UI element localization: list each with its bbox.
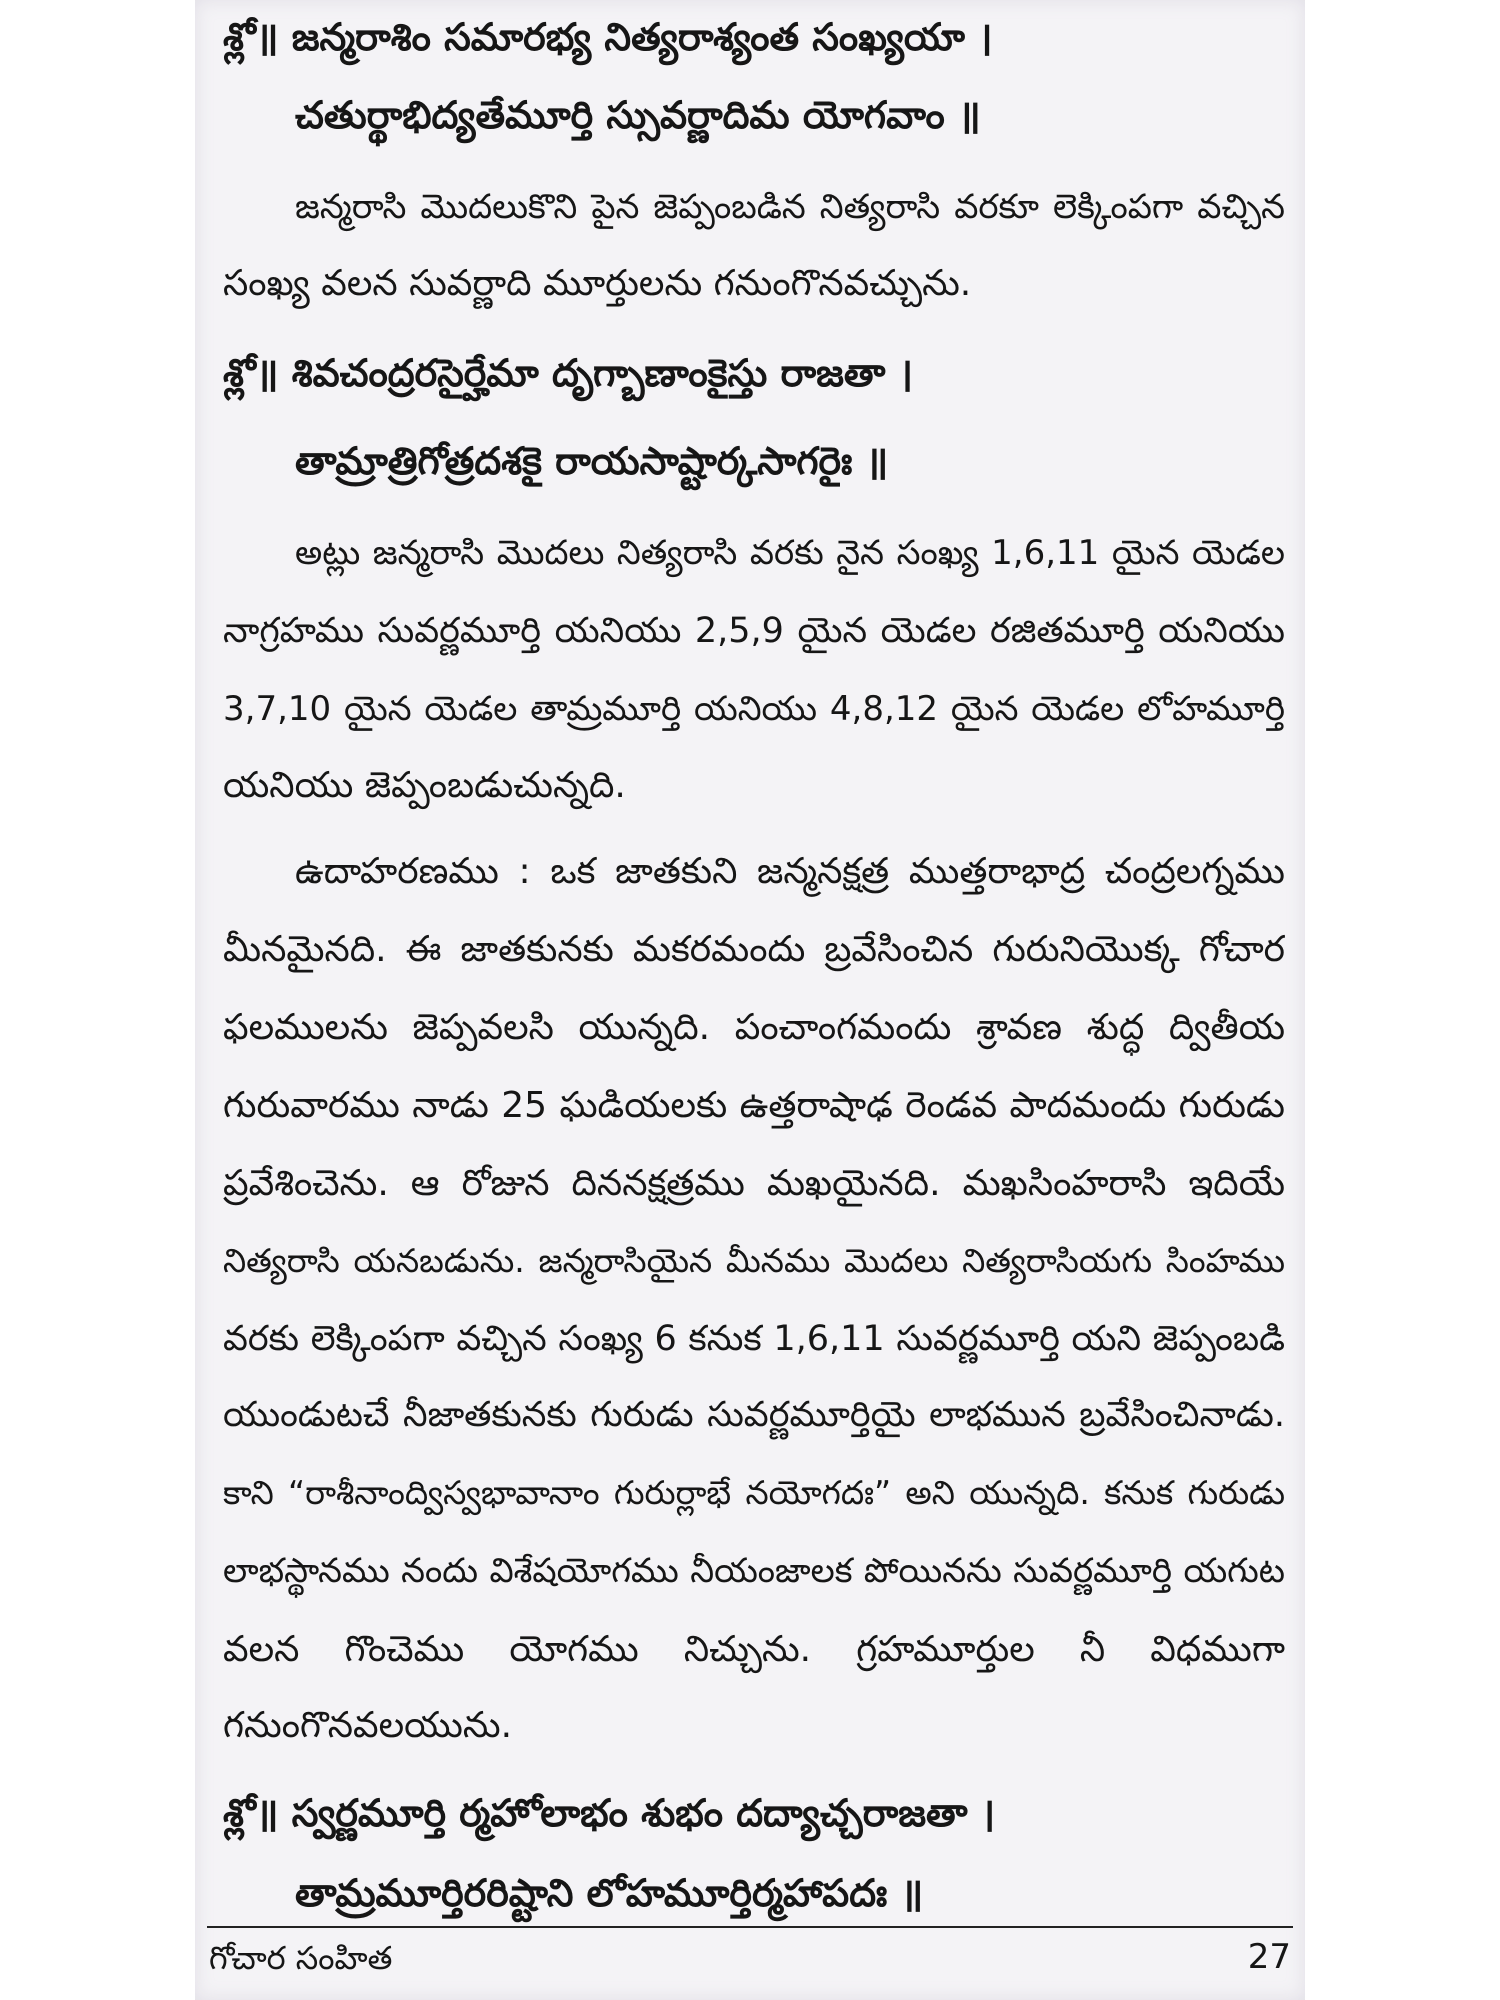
running-footer-title: గోచార సంహిత [209,1939,393,1977]
paragraph-3-line-4: గురువారము నాడు 25 ఘడియలకు ఉత్తరాషాఢ రెండవ పాదమందు గురుడు [223,1085,1285,1126]
verse-2-line-2: తామ్రాత్రిగోత్రదశకై రాయసాష్టార్కసాగరైః ॥ [295,439,889,483]
paragraph-2-line-1: అట్లు జన్మరాసి మొదలు నిత్యరాసి వరకు నైన సంఖ్య 1,6,11 యైన యెడల [295,533,1285,573]
paragraph-3-line-6: నిత్యరాసి యనబడును. జన్మరాసియైన మీనము మొదలు నిత్యరాసియగు సింహము [223,1241,1285,1280]
paragraph-2-line-3: 3,7,10 యైన యెడల తామ్రమూర్తి యనియు 4,8,12 యైన యెడల లోహమూర్తి [223,689,1285,729]
paragraph-3-line-1: ఉదాహరణము : ఒక జాతకుని జన్మనక్షత్ర ముత్తరాభాద్ర చంద్రలగ్నము [295,851,1285,892]
paragraph-3-line-3: ఫలములను జెప్పవలసి యున్నది. పంచాంగమందు శ్రావణ శుద్ధ ద్వితీయ [223,1007,1285,1048]
paragraph-2-line-2: నాగ్రహము సువర్ణమూర్తి యనియు 2,5,9 యైన యెడల రజితమూర్తి యనియు [223,611,1285,651]
verse-3-line-2: తామ్రమూర్తిరరిష్టాని లోహమూర్తిర్మహాపదః ॥ [295,1871,924,1915]
verse-2-line-1: శ్లో॥ శివచంద్రరసైర్హేమా దృగ్బాణాంకైస్తు రాజతా । [223,351,914,395]
book-page [195,0,1305,2000]
paragraph-3-line-8: యుండుటచే నీజాతకునకు గురుడు సువర్ణమూర్తియై లాభమున బ్రవేసించినాడు. [223,1395,1285,1435]
paragraph-2-line-4: యనియు జెప్పంబడుచున్నది. [223,765,626,806]
paragraph-3-line-10: లాభస్థానము నందు విశేషయోగము నీయంజాలక పోయినను సువర్ణమూర్తి యగుట [223,1551,1285,1591]
page-number: 27 [1247,1937,1291,1977]
paragraph-3-line-7: వరకు లెక్కింపగా వచ్చిన సంఖ్య 6 కనుక 1,6,11 సువర్ణమూర్తి యని జెప్పంబడి [223,1319,1285,1359]
verse-1-line-1: శ్లో॥ జన్మరాశిం సమారభ్య నిత్యరాశ్యంత సంఖ్యయా । [223,15,993,59]
paragraph-1-line-1: జన్మరాసి మొదలుకొని పైన జెప్పంబడిన నిత్యరాసి వరకూ లెక్కింపగా వచ్చిన [295,187,1285,227]
paragraph-1-line-2: సంఖ్య వలన సువర్ణాది మూర్తులను గనుంగొనవచ్చును. [223,263,972,304]
paragraph-3-line-11: వలన గొంచెము యోగము నిచ్చును. గ్రహమూర్తుల నీ విధముగా [223,1629,1285,1670]
paragraph-3-line-2: మీనమైనది. ఈ జాతకునకు మకరమందు బ్రవేసించిన గురునియొక్క గోచార [223,929,1285,970]
paragraph-3-line-9: కాని “రాశీనాంద్విస్వభావానాం గురుర్లాభే నయోగదః” అని యున్నది. కనుక గురుడు [223,1473,1285,1512]
verse-3-line-1: శ్లో॥ స్వర్ణమూర్తి ర్మహోలాభం శుభం దద్యాచ్చరాజతా । [223,1791,996,1835]
verse-1-line-2: చతుర్థాభిద్యతేమూర్తి స్సువర్ణాదిమ యోగవాం ॥ [295,93,981,137]
paragraph-3-line-12: గనుంగొనవలయును. [223,1705,513,1746]
paragraph-3-line-5: ప్రవేశించెను. ఆ రోజున దిననక్షత్రము మఖయైనది. మఖసింహరాసి ఇదియే [223,1163,1285,1204]
footer-divider [207,1926,1293,1928]
